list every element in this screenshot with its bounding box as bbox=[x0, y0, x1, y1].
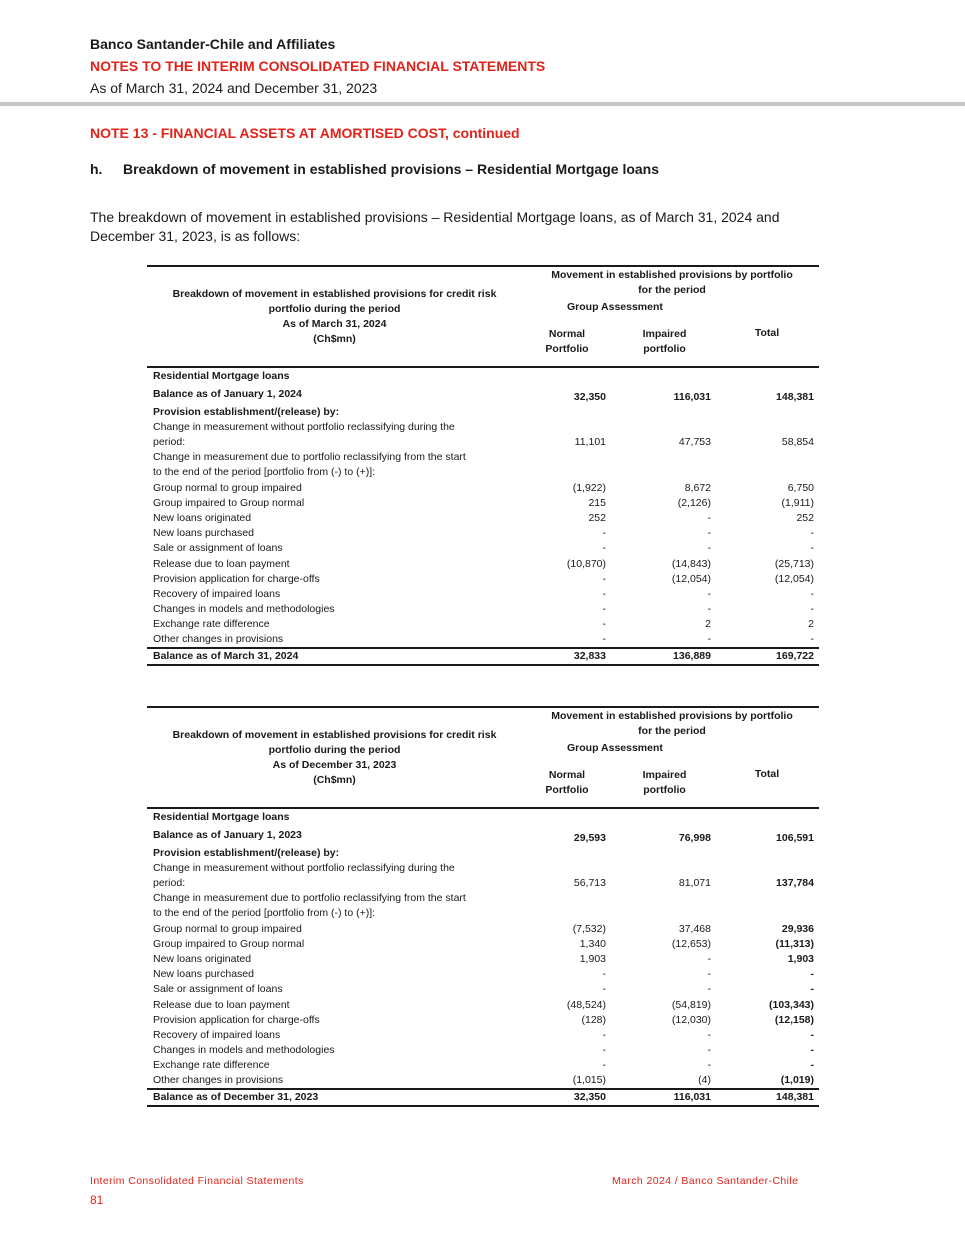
report-date: As of March 31, 2024 and December 31, 2023 bbox=[90, 80, 378, 96]
row-label: New loans purchased bbox=[153, 968, 254, 980]
row-label: Residential Mortgage loans bbox=[153, 370, 290, 382]
table-row bbox=[147, 511, 819, 526]
table-row bbox=[147, 998, 819, 1013]
row-label: Change in measurement without portfolio reclassifying during the bbox=[153, 421, 455, 433]
table-row bbox=[147, 632, 819, 647]
table-row bbox=[147, 810, 819, 825]
total-value: - bbox=[810, 983, 814, 995]
total-value: 148,381 bbox=[776, 1091, 814, 1103]
impaired-value: - bbox=[707, 1044, 711, 1056]
total-header: Total bbox=[754, 327, 780, 339]
table-row bbox=[147, 587, 819, 602]
table-row bbox=[147, 861, 819, 876]
table-row bbox=[147, 405, 819, 420]
row-label: to the end of the period [portfolio from (-) to (+)]: bbox=[153, 907, 376, 919]
row-label: Residential Mortgage loans bbox=[153, 811, 290, 823]
impaired-value: (4) bbox=[698, 1074, 711, 1086]
total-value: (103,343) bbox=[769, 999, 814, 1011]
normal-value: - bbox=[602, 573, 606, 585]
footer-document-title: Interim Consolidated Financial Statements bbox=[90, 1175, 304, 1187]
impaired-value: 47,753 bbox=[678, 436, 711, 448]
table-row bbox=[147, 435, 819, 450]
impaired-value: - bbox=[707, 588, 711, 600]
total-value: 106,591 bbox=[776, 832, 814, 844]
impaired-value: - bbox=[707, 983, 711, 995]
table-header-rule bbox=[147, 366, 819, 368]
table-heading-line: (Ch$mn) bbox=[313, 774, 356, 786]
table-heading-line: portfolio during the period bbox=[268, 744, 401, 756]
table-heading-line: portfolio during the period bbox=[268, 303, 401, 315]
total-value: 6,750 bbox=[787, 482, 814, 494]
table-heading bbox=[147, 287, 522, 347]
normal-value: - bbox=[602, 633, 606, 645]
normal-value: (128) bbox=[581, 1014, 606, 1026]
movement-header-line: for the period bbox=[638, 725, 706, 737]
normal-value: (48,524) bbox=[566, 999, 606, 1011]
row-label: Group impaired to Group normal bbox=[153, 938, 305, 950]
table-row bbox=[147, 1028, 819, 1043]
impaired-portfolio-header bbox=[632, 327, 697, 357]
impaired-value: 76,998 bbox=[678, 832, 711, 844]
normal-value: - bbox=[602, 983, 606, 995]
row-label: period: bbox=[153, 877, 186, 889]
closing-balance-row bbox=[147, 1088, 819, 1107]
total-value: - bbox=[810, 633, 814, 645]
table-row bbox=[147, 906, 819, 921]
normal-portfolio-header bbox=[537, 768, 597, 798]
table-heading-line: As of March 31, 2024 bbox=[282, 318, 387, 330]
normal-portfolio-header bbox=[537, 327, 597, 357]
total-value: (1,911) bbox=[781, 497, 814, 509]
table-row bbox=[147, 450, 819, 465]
notes-title: NOTES TO THE INTERIM CONSOLIDATED FINANCIAL STATEMENTS bbox=[90, 58, 546, 74]
normal-value: - bbox=[602, 618, 606, 630]
table-row bbox=[147, 846, 819, 861]
row-label: Provision application for charge-offs bbox=[153, 1014, 320, 1026]
table-row bbox=[147, 1013, 819, 1028]
row-label: Group normal to group impaired bbox=[153, 923, 302, 935]
normal-value: - bbox=[602, 1044, 606, 1056]
row-label: Balance as of March 31, 2024 bbox=[153, 650, 299, 662]
impaired-value: (12,030) bbox=[671, 1014, 711, 1026]
table-row bbox=[147, 369, 819, 384]
table-row bbox=[147, 828, 819, 843]
intro-paragraph: The breakdown of movement in established provisions – Residential Mortgage loans, as of March 31, 2024 and December 31, 2023, is as follows: bbox=[90, 209, 780, 244]
normal-value: - bbox=[602, 542, 606, 554]
table-row bbox=[147, 465, 819, 480]
total-value: 2 bbox=[808, 618, 814, 630]
row-label: Changes in models and methodologies bbox=[153, 603, 335, 615]
table-row bbox=[147, 387, 819, 402]
col-header-line: Impaired bbox=[642, 328, 687, 340]
table-row bbox=[147, 557, 819, 572]
impaired-value: 136,889 bbox=[673, 650, 711, 662]
normal-value: - bbox=[602, 588, 606, 600]
table-row bbox=[147, 1073, 819, 1088]
normal-value: (1,922) bbox=[572, 482, 606, 494]
table-row bbox=[147, 952, 819, 967]
movement-header bbox=[537, 268, 807, 298]
row-label: New loans purchased bbox=[153, 527, 254, 539]
table-row bbox=[147, 602, 819, 617]
normal-value: 252 bbox=[588, 512, 606, 524]
impaired-value: 116,031 bbox=[673, 391, 711, 403]
table-row bbox=[147, 922, 819, 937]
table-row bbox=[147, 572, 819, 587]
row-label: Release due to loan payment bbox=[153, 999, 290, 1011]
total-value: 58,854 bbox=[781, 436, 814, 448]
col-header-line: Impaired bbox=[642, 769, 687, 781]
impaired-value: (54,819) bbox=[671, 999, 711, 1011]
impaired-value: - bbox=[707, 512, 711, 524]
table-row bbox=[147, 937, 819, 952]
row-label: Other changes in provisions bbox=[153, 1074, 284, 1086]
row-label: Change in measurement due to portfolio reclassifying from the start bbox=[153, 451, 466, 463]
row-label: Group impaired to Group normal bbox=[153, 497, 305, 509]
impaired-value: - bbox=[707, 542, 711, 554]
impaired-portfolio-header bbox=[632, 768, 697, 798]
normal-value: - bbox=[602, 968, 606, 980]
total-value: 252 bbox=[796, 512, 814, 524]
row-label: Exchange rate difference bbox=[153, 1059, 270, 1071]
table-row bbox=[147, 1058, 819, 1073]
impaired-value: (2,126) bbox=[677, 497, 711, 509]
impaired-value: (12,054) bbox=[671, 573, 711, 585]
footer-period: March 2024 / Banco Santander-Chile bbox=[612, 1175, 799, 1187]
total-value: - bbox=[810, 1044, 814, 1056]
total-value: (25,713) bbox=[774, 558, 814, 570]
total-value: - bbox=[810, 968, 814, 980]
col-header-line: Normal bbox=[548, 769, 586, 781]
provisions-table-march-2024 bbox=[147, 265, 819, 667]
impaired-value: 81,071 bbox=[678, 877, 711, 889]
normal-value: 11,101 bbox=[574, 436, 606, 448]
normal-value: - bbox=[602, 603, 606, 615]
table-row bbox=[147, 420, 819, 435]
col-header-line: portfolio bbox=[643, 784, 686, 796]
movement-header-line: Movement in established provisions by portfolio bbox=[551, 710, 793, 722]
normal-value: (1,015) bbox=[572, 1074, 606, 1086]
impaired-value: - bbox=[707, 1059, 711, 1071]
normal-value: 215 bbox=[588, 497, 606, 509]
normal-value: 32,350 bbox=[573, 1091, 606, 1103]
table-heading-line: As of December 31, 2023 bbox=[272, 759, 397, 771]
movement-header-line: for the period bbox=[638, 284, 706, 296]
normal-value: 32,350 bbox=[573, 391, 606, 403]
total-value: (12,054) bbox=[774, 573, 814, 585]
impaired-value: 37,468 bbox=[678, 923, 711, 935]
total-value: - bbox=[810, 1029, 814, 1041]
normal-value: (7,532) bbox=[572, 923, 606, 935]
movement-header-line: Movement in established provisions by portfolio bbox=[551, 269, 793, 281]
row-label: Exchange rate difference bbox=[153, 618, 270, 630]
normal-value: 1,340 bbox=[579, 938, 606, 950]
row-label: Other changes in provisions bbox=[153, 633, 284, 645]
group-assessment-header: Group Assessment bbox=[567, 742, 663, 754]
normal-value: - bbox=[602, 527, 606, 539]
section-title: Breakdown of movement in established provisions – Residential Mortgage loans bbox=[123, 161, 660, 177]
table-top-rule bbox=[147, 706, 819, 708]
table-row bbox=[147, 481, 819, 496]
total-value: - bbox=[810, 588, 814, 600]
table-header-rule bbox=[147, 807, 819, 809]
table-top-rule bbox=[147, 265, 819, 267]
col-header-line: Portfolio bbox=[545, 343, 589, 355]
table-row bbox=[147, 617, 819, 632]
row-label: Change in measurement without portfolio reclassifying during the bbox=[153, 862, 455, 874]
total-value: - bbox=[810, 1059, 814, 1071]
normal-value: - bbox=[602, 1059, 606, 1071]
table-heading-line: (Ch$mn) bbox=[313, 333, 356, 345]
impaired-value: - bbox=[707, 968, 711, 980]
row-label: to the end of the period [portfolio from (-) to (+)]: bbox=[153, 466, 376, 478]
row-label: Sale or assignment of loans bbox=[153, 983, 283, 995]
total-value: (1,019) bbox=[780, 1074, 814, 1086]
row-label: Balance as of January 1, 2024 bbox=[153, 388, 302, 400]
total-value: 1,903 bbox=[787, 953, 814, 965]
normal-value: 29,593 bbox=[573, 832, 606, 844]
row-label: New loans originated bbox=[153, 512, 252, 524]
header-divider bbox=[0, 102, 965, 106]
row-label: Release due to loan payment bbox=[153, 558, 290, 570]
impaired-value: 8,672 bbox=[684, 482, 711, 494]
table-row bbox=[147, 1043, 819, 1058]
impaired-value: 2 bbox=[705, 618, 711, 630]
normal-value: (10,870) bbox=[566, 558, 606, 570]
normal-value: 32,833 bbox=[573, 650, 606, 662]
impaired-value: (14,843) bbox=[671, 558, 711, 570]
total-value: 29,936 bbox=[781, 923, 814, 935]
table-row bbox=[147, 496, 819, 511]
section-letter: h. bbox=[90, 161, 103, 177]
impaired-value: 116,031 bbox=[673, 1091, 711, 1103]
table-row bbox=[147, 967, 819, 982]
table-row bbox=[147, 526, 819, 541]
row-label: Balance as of December 31, 2023 bbox=[153, 1091, 319, 1103]
col-header-line: portfolio bbox=[643, 343, 686, 355]
normal-value: 1,903 bbox=[579, 953, 606, 965]
closing-balance-row bbox=[147, 647, 819, 666]
provisions-table-december-2023 bbox=[147, 706, 819, 1108]
impaired-value: (12,653) bbox=[671, 938, 711, 950]
row-label: New loans originated bbox=[153, 953, 252, 965]
row-label: Change in measurement due to portfolio reclassifying from the start bbox=[153, 892, 466, 904]
total-value: 137,784 bbox=[776, 877, 814, 889]
note-title: NOTE 13 - FINANCIAL ASSETS AT AMORTISED COST, continued bbox=[90, 125, 520, 141]
total-value: (11,313) bbox=[775, 938, 814, 950]
company-name: Banco Santander-Chile and Affiliates bbox=[90, 36, 336, 52]
impaired-value: - bbox=[707, 1029, 711, 1041]
row-label: Provision establishment/(release) by: bbox=[153, 406, 340, 418]
table-heading bbox=[147, 728, 522, 788]
movement-header bbox=[537, 709, 807, 739]
total-value: - bbox=[810, 542, 814, 554]
col-header-line: Portfolio bbox=[545, 784, 589, 796]
row-label: period: bbox=[153, 436, 186, 448]
total-value: 169,722 bbox=[776, 650, 814, 662]
row-label: Provision establishment/(release) by: bbox=[153, 847, 340, 859]
total-value: - bbox=[810, 603, 814, 615]
row-label: Provision application for charge-offs bbox=[153, 573, 320, 585]
row-label: Recovery of impaired loans bbox=[153, 588, 281, 600]
table-row bbox=[147, 541, 819, 556]
row-label: Sale or assignment of loans bbox=[153, 542, 283, 554]
table-heading-line: Breakdown of movement in established provisions for credit risk bbox=[172, 288, 497, 300]
impaired-value: - bbox=[707, 527, 711, 539]
impaired-value: - bbox=[707, 953, 711, 965]
normal-value: 56,713 bbox=[573, 877, 606, 889]
total-header: Total bbox=[754, 768, 780, 780]
row-label: Changes in models and methodologies bbox=[153, 1044, 335, 1056]
impaired-value: - bbox=[707, 633, 711, 645]
page-number: 81 bbox=[90, 1193, 104, 1207]
impaired-value: - bbox=[707, 603, 711, 615]
total-value: (12,158) bbox=[774, 1014, 814, 1026]
table-row bbox=[147, 891, 819, 906]
row-label: Balance as of January 1, 2023 bbox=[153, 829, 302, 841]
total-value: - bbox=[810, 527, 814, 539]
normal-value: - bbox=[602, 1029, 606, 1041]
total-value: 148,381 bbox=[776, 391, 814, 403]
group-assessment-header: Group Assessment bbox=[567, 301, 663, 313]
table-row bbox=[147, 982, 819, 997]
row-label: Recovery of impaired loans bbox=[153, 1029, 281, 1041]
col-header-line: Normal bbox=[548, 328, 586, 340]
row-label: Group normal to group impaired bbox=[153, 482, 302, 494]
table-heading-line: Breakdown of movement in established provisions for credit risk bbox=[172, 729, 497, 741]
table-row bbox=[147, 876, 819, 891]
